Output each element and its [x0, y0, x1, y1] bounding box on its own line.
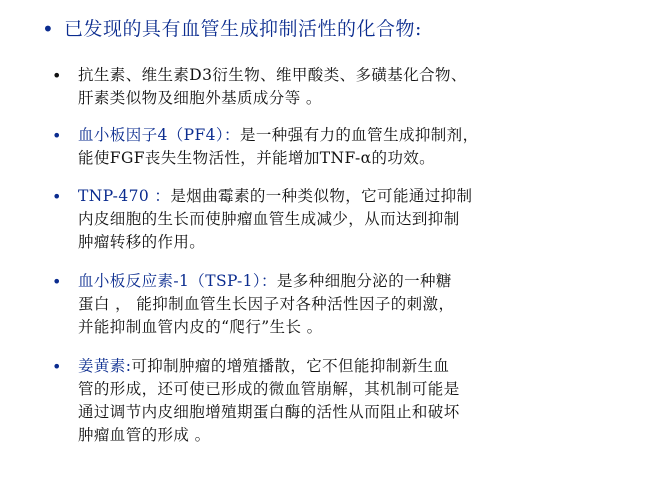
item-text — [78, 64, 467, 110]
item-text — [78, 355, 460, 447]
item-term: 血小板反应素-1（TSP-1）： — [78, 272, 277, 290]
item-line: 肿瘤血管的形成 。 — [78, 426, 211, 444]
bullet-icon: • — [52, 187, 62, 206]
bullet-icon: • — [52, 272, 62, 291]
item-text — [78, 185, 472, 254]
item-line: 内皮细胞的生长而使肿瘤血管生成减少，从而达到抑制 — [78, 210, 460, 228]
item-line-first — [78, 185, 472, 208]
item-term: TNP-470 ： — [78, 187, 171, 205]
item-line: 并能抑制血管内皮的“爬行”生长 。 — [78, 318, 323, 336]
bullet-icon: • — [52, 66, 62, 85]
item-line: 是烟曲霉素的一种类似物，它可能通过抑制 — [170, 187, 473, 205]
item-term: 血小板因子4（PF4）： — [78, 126, 240, 144]
item-line: 能使FGF丧失生物活性，并能增加TNF-α的功效。 — [78, 149, 436, 167]
item-line: 肿瘤转移的作用。 — [78, 233, 206, 251]
item-text — [78, 270, 454, 339]
item-line: 是多种细胞分泌的一种糖 — [276, 272, 452, 290]
bullet-icon: • — [52, 126, 62, 145]
item-line-first — [78, 270, 454, 293]
item-line-first — [78, 124, 478, 147]
item-text — [78, 124, 478, 170]
bullet-icon: • — [52, 357, 62, 376]
list-item — [52, 355, 642, 447]
list-item — [52, 185, 642, 254]
list-item — [52, 124, 642, 170]
item-line: 是一种强有力的血管生成抑制剂， — [239, 126, 479, 144]
item-line: 肝素类似物及细胞外基质成分等 。 — [78, 89, 322, 107]
item-term: 姜黄素: — [78, 357, 132, 375]
list-item — [52, 64, 642, 110]
item-line: 通过调节内皮细胞增殖期蛋白酶的活性从而阻止和破坏 — [78, 403, 460, 421]
list-item — [52, 270, 642, 339]
slide-title: 已发现的具有血管生成抑制活性的化合物: — [64, 18, 422, 40]
slide-title-row — [42, 14, 642, 44]
item-line: 管的形成，还可使已形成的微血管崩解，其机制可能是 — [78, 380, 460, 398]
item-line-first — [78, 355, 460, 378]
item-line: 蛋白 ， 能抑制血管生长因子对各种活性因子的刺激， — [78, 295, 455, 313]
item-line: 抗生素、维生素D3衍生物、维甲酸类、多磺基化合物、 — [78, 66, 467, 84]
title-bullet-icon: • — [42, 17, 54, 41]
item-line: 可抑制肿瘤的增殖播散，它不但能抑制新生血 — [131, 357, 450, 375]
